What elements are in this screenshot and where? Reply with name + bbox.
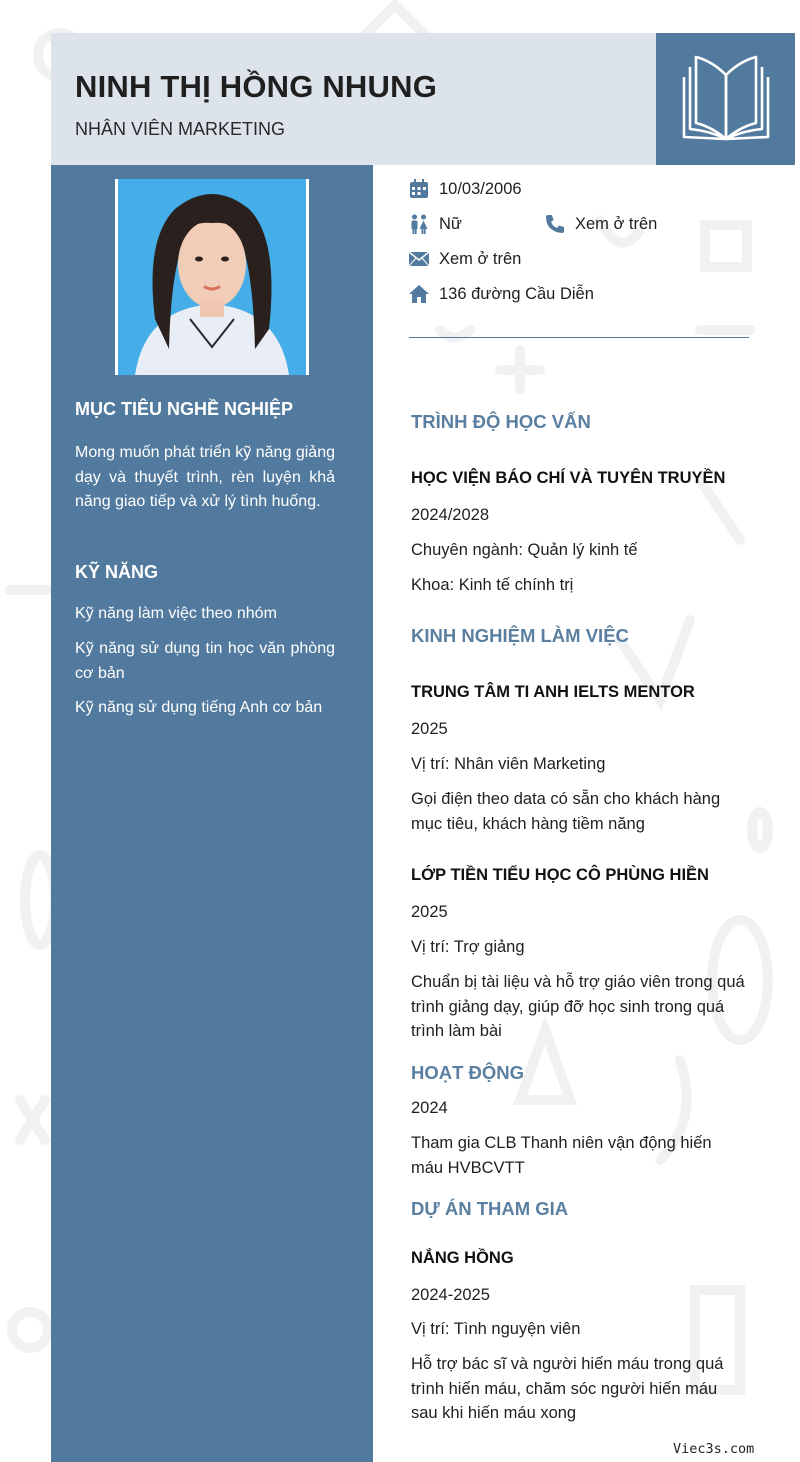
address-row xyxy=(409,284,594,304)
phone-row xyxy=(545,214,657,234)
gender-value: Nữ xyxy=(439,214,462,233)
experience-position: Vị trí: Nhân viên Marketing xyxy=(411,755,606,773)
birthday-row xyxy=(409,179,522,199)
experience-org: LỚP TIỀN TIỂU HỌC CÔ PHÙNG HIỀN xyxy=(411,866,709,884)
sidebar xyxy=(51,165,373,1462)
experience-org: TRUNG TÂM TI ANH IELTS MENTOR xyxy=(411,683,695,701)
experience-desc: Gọi điện theo data có sẵn cho khách hàng mục tiêu, khách hàng tiềm năng xyxy=(411,790,721,833)
activity-year: 2024 xyxy=(411,1099,448,1117)
skill-item: Kỹ năng sử dụng tin học văn phòng cơ bản xyxy=(75,640,335,682)
skill-item: Kỹ năng làm việc theo nhóm xyxy=(75,605,277,622)
skills-heading: KỸ NĂNG xyxy=(75,562,159,582)
birthday-value: 10/03/2006 xyxy=(439,179,522,198)
experience-heading: KINH NGHIỆM LÀM VIỆC xyxy=(411,625,629,646)
school-name: HỌC VIỆN BÁO CHÍ VÀ TUYÊN TRUYỀN xyxy=(411,469,726,487)
candidate-name: NINH THỊ HỒNG NHUNG xyxy=(75,69,438,104)
address-value: 136 đường Cầu Diễn xyxy=(439,284,594,303)
home-icon xyxy=(409,284,429,304)
email-value: Xem ở trên xyxy=(439,249,522,268)
objective-text: Mong muốn phát triển kỹ năng giảng dạy và thuyết trình, rèn luyện khả năng giao tiếp và xử lý tình huống. xyxy=(75,444,335,510)
education-faculty: Khoa: Kinh tế chính trị xyxy=(411,576,574,594)
gender-icon xyxy=(409,214,429,234)
experience-year: 2025 xyxy=(411,720,448,738)
education-period: 2024/2028 xyxy=(411,506,489,524)
projects-heading: DỰ ÁN THAM GIA xyxy=(411,1198,569,1219)
phone-icon xyxy=(545,214,565,234)
contact-divider xyxy=(409,337,749,338)
education-heading: TRÌNH ĐỘ HỌC VẤN xyxy=(411,411,591,432)
project-desc: Hỗ trợ bác sĩ và người hiến máu trong quá trình hiến máu, chăm sóc người hiến máu sau khi hiến máu xong xyxy=(411,1355,724,1422)
phone-value: Xem ở trên xyxy=(575,214,658,233)
project-name: NẮNG HỒNG xyxy=(411,1249,514,1267)
project-period: 2024-2025 xyxy=(411,1286,490,1304)
objective-heading: MỤC TIÊU NGHỀ NGHIỆP xyxy=(75,399,294,419)
watermark: Viec3s.com xyxy=(673,1441,755,1457)
open-book-icon xyxy=(678,51,774,143)
experience-position: Vị trí: Trợ giảng xyxy=(411,938,525,956)
header-banner xyxy=(51,33,656,165)
experience-desc: Chuẩn bị tài liệu và hỗ trợ giáo viên trong quá trình giảng dạy, giúp đỡ học sinh trong quá trình làm bài xyxy=(411,973,745,1040)
gender-row xyxy=(409,214,462,234)
activity-desc: Tham gia CLB Thanh niên vận động hiến máu HVBCVTT xyxy=(411,1134,712,1177)
email-row xyxy=(409,249,521,269)
skill-item: Kỹ năng sử dụng tiếng Anh cơ bản xyxy=(75,699,323,716)
avatar-photo xyxy=(115,179,309,375)
project-position: Vị trí: Tình nguyện viên xyxy=(411,1320,581,1338)
activities-heading: HOẠT ĐỘNG xyxy=(411,1062,525,1083)
calendar-icon xyxy=(409,179,429,199)
job-title: NHÂN VIÊN MARKETING xyxy=(75,119,286,139)
experience-year: 2025 xyxy=(411,903,448,921)
envelope-icon xyxy=(409,249,429,269)
education-major: Chuyên ngành: Quản lý kinh tế xyxy=(411,541,638,559)
logo-box xyxy=(656,33,795,165)
main-content xyxy=(373,165,800,1462)
